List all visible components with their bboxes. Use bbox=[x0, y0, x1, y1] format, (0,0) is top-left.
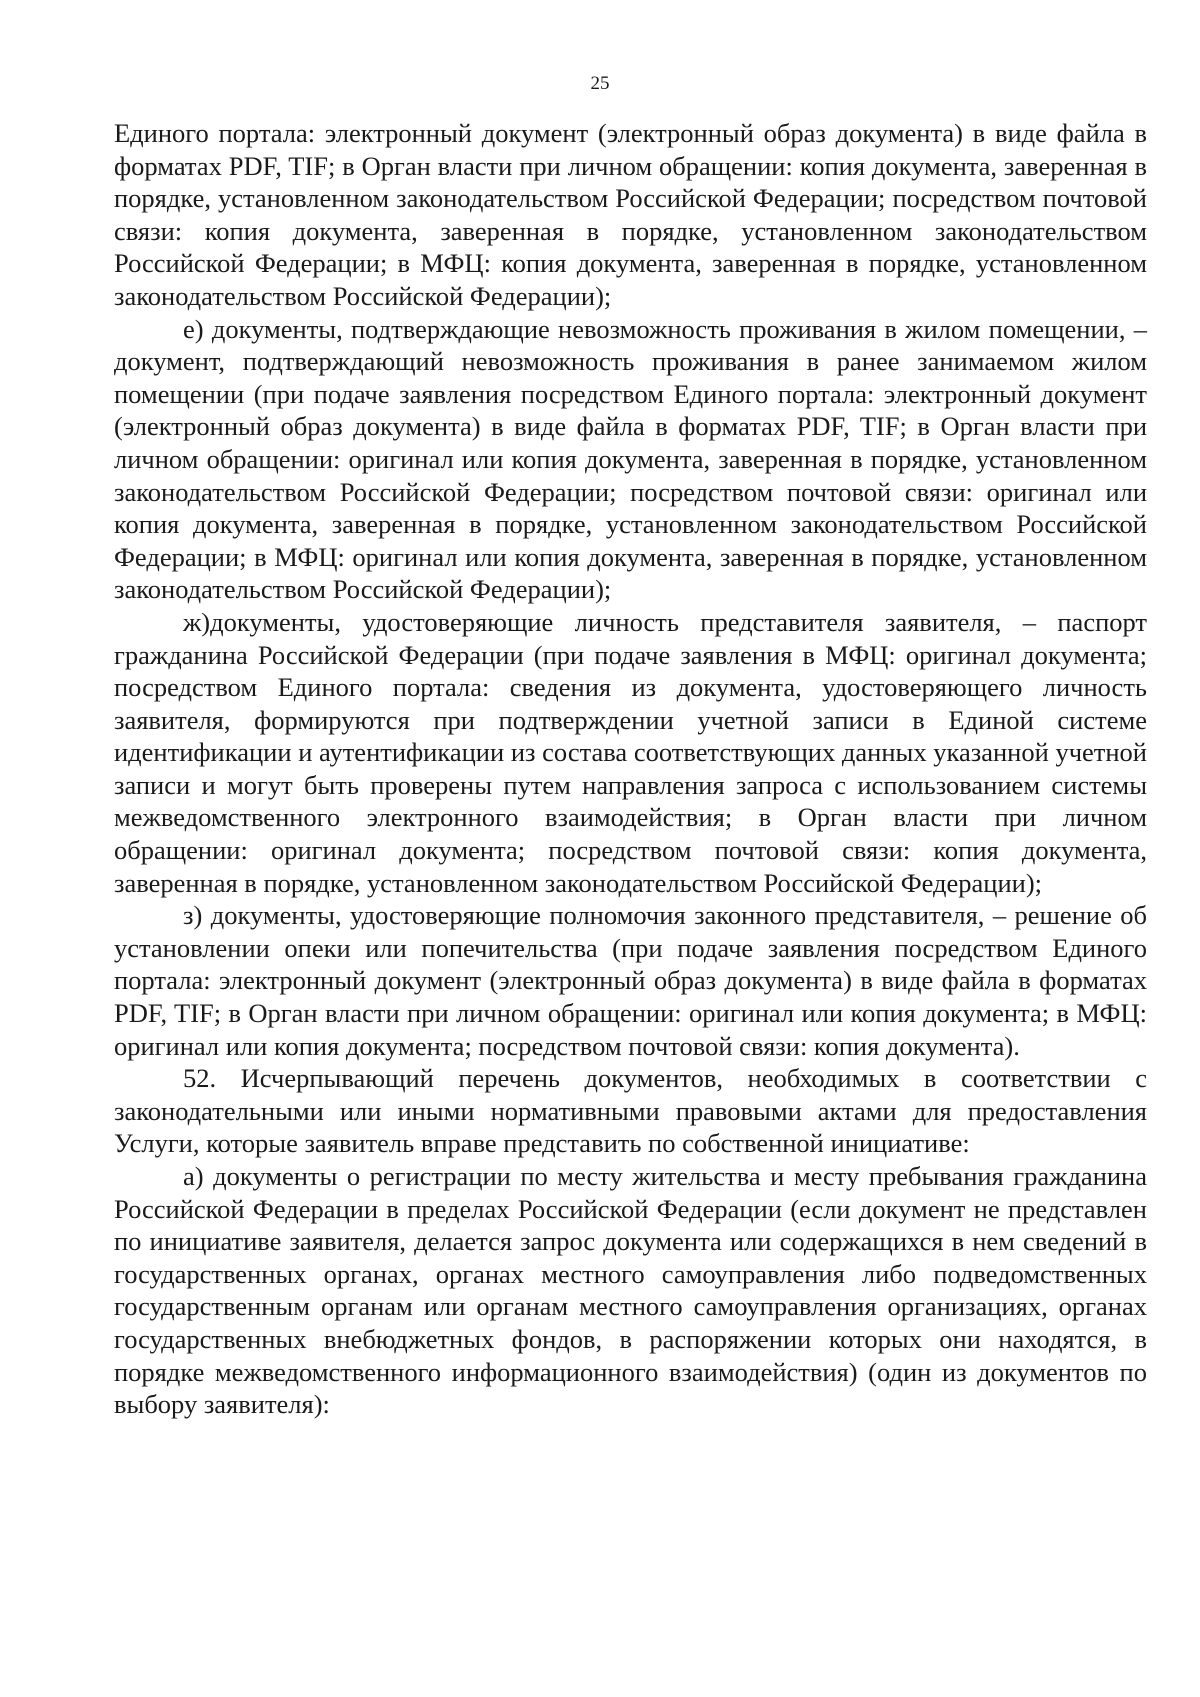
paragraph-continuation: Единого портала: электронный документ (электронный образ документа) в виде файла в форматах PDF, TIF; в Орган власти при личном обращении: копия документа, заверенная в порядке, установленном законодательством Российской Федерации; посредством почтовой связи: копия документа, заверенная в порядке, установленном законодательством Российской Федерации; в МФЦ: копия документа, заверенная в порядке, установленном законодательством Российской Федерации); bbox=[114, 118, 1147, 311]
paragraph-clause-52: 52. Исчерпывающий перечень документов, необходимых в соответствии с законодательными или иными нормативными правовыми актами для предоставления Услуги, которые заявитель вправе представить по собственной инициативе: bbox=[114, 1063, 1147, 1159]
document-body bbox=[114, 117, 1147, 1421]
paragraph-item-zh: ж)документы, удостоверяющие личность представителя заявителя, – паспорт гражданина Российской Федерации (при подаче заявления в МФЦ: оригинал документа; посредством Единого портала: сведения из документа, удостоверяющего личность заявителя, формируются при подтверждении учетной записи в Единой системе идентификации и аутентификации из состава соответствующих данных указанной учетной записи и могут быть проверены путем направления запроса с использованием системы межведомственного электронного взаимодействия; в Орган власти при личном обращении: оригинал документа; посредством почтовой связи: копия документа, заверенная в порядке, установленном законодательством Российской Федерации); bbox=[114, 606, 1147, 898]
page-number: 25 bbox=[590, 73, 610, 94]
paragraph-item-a: а) документы о регистрации по месту жительства и месту пребывания гражданина Российской Федерации в пределах Российской Федерации (если документ не представлен по инициативе заявителя, делается запрос документа или содержащихся в нем сведений в государственных органах, органах местного самоуправления либо подведомственных государственным органам или органам местного самоуправления организациях, органах государственных внебюджетных фондов, в распоряжении которых они находятся, в порядке межведомственного информационного взаимодействия) (один из документов по выбору заявителя): bbox=[114, 1161, 1147, 1420]
paragraph-item-e: е) документы, подтверждающие невозможность проживания в жилом помещении, – документ, подтверждающий невозможность проживания в ранее занимаемом жилом помещении (при подаче заявления посредством Единого портала: электронный документ (электронный образ документа) в виде файла в форматах PDF, TIF; в Орган власти при личном обращении: оригинал или копия документа, заверенная в порядке, установленном законодательством Российской Федерации; посредством почтовой связи: оригинал или копия документа, заверенная в порядке, установленном законодательством Российской Федерации; в МФЦ: оригинал или копия документа, заверенная в порядке, установленном законодательством Российской Федерации); bbox=[114, 313, 1147, 605]
paragraph-item-z: з) документы, удостоверяющие полномочия законного представителя, – решение об установлении опеки или попечительства (при подаче заявления посредством Единого портала: электронный документ (электронный образ документа) в виде файла в форматах PDF, TIF; в Орган власти при личном обращении: оригинал или копия документа; в МФЦ: оригинал или копия документа; посредством почтовой связи: копия документа). bbox=[114, 900, 1147, 1061]
